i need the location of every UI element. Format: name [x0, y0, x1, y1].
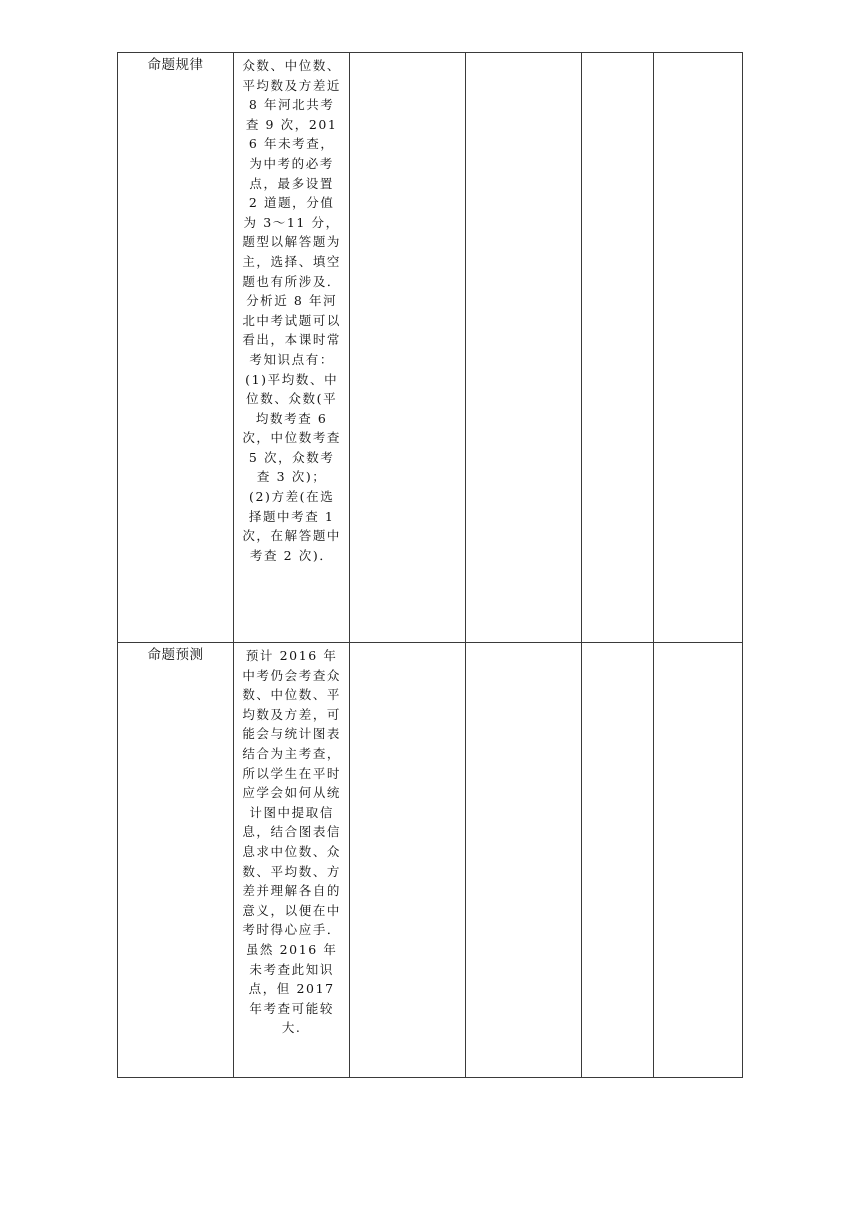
prediction-paragraph: 预计 2016 年中考仍会考查众数、中位数、平均数及方差，可能会与统计图表结合为主考查，所以学生在平时应学会如何从统计图中提取信息，结合图表信息求中位数、众数、平均数、方差并理解各自的意义，以便在中考时得心应手．虽然 2016 年未考查此知识点，但 2017 年考查可能较大.	[242, 648, 342, 1036]
empty-cell	[582, 643, 654, 1078]
prediction-text	[234, 643, 349, 1038]
row-content-prediction	[234, 643, 350, 1078]
pattern-text	[234, 53, 349, 565]
table-row-prediction	[118, 643, 743, 1078]
empty-cell	[466, 643, 582, 1078]
row-content-pattern	[234, 53, 350, 643]
pattern-paragraph-point-1: (1)平均数、中位数、众数(平均数考查 6 次，中位数考查 5 次，众数考查 3 次)；	[242, 371, 342, 485]
exam-analysis-table	[117, 52, 743, 1078]
row-label-pattern: 命题规律	[118, 53, 234, 643]
row-label-prediction: 命题预测	[118, 643, 234, 1078]
empty-cell	[350, 53, 466, 643]
empty-cell	[582, 53, 654, 643]
table-row-pattern	[118, 53, 743, 643]
empty-cell	[350, 643, 466, 1078]
pattern-paragraph-summary: 众数、中位数、平均数及方差近 8 年河北共考查 9 次，2016 年未考查，为中考的必考点，最多设置 2 道题，分值为 3～11 分，题型以解答题为主，选择、填空题也有所涉及．分析近 8 年河北中考试题可以看出，本课时常考知识点有：	[242, 58, 342, 367]
empty-cell	[654, 53, 743, 643]
empty-cell	[654, 643, 743, 1078]
empty-cell	[466, 53, 582, 643]
pattern-paragraph-point-2: (2)方差(在选择题中考查 1 次，在解答题中考查 2 次)．	[242, 489, 342, 563]
